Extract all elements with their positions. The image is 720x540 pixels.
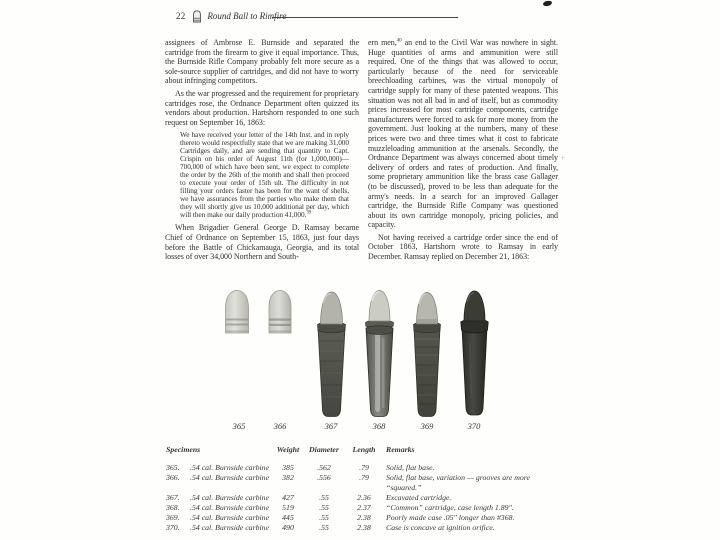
scan-smudge [543, 0, 553, 6]
paragraph: Not having received a cartridge order since the end of October 1863, Hartshorn wrote to Ramsay in early December. Ramsay replied on December 21, 1863: [368, 232, 558, 262]
column-header: Diameter [309, 445, 339, 454]
page-number: 22 [176, 11, 186, 21]
footnote-ref: 39 [306, 210, 312, 216]
table-header-row [166, 445, 562, 455]
paragraph: As the war progressed and the requirement for proprietary cartridges rose, the Ordnance Department often quizzed its vendors about production. Hartshorn responded to one such request on September 16, 1863: [165, 88, 359, 127]
column-header: Length [352, 445, 376, 454]
table-row: 370. .54 cal. Burnside carbine 490 .55 2.38 Case is concave at ignition orifice. [166, 523, 495, 532]
figure-label: 366 [273, 421, 287, 431]
cartridge-logo-icon [192, 10, 202, 23]
book-title: Round Ball to Rimfire [207, 11, 287, 21]
paragraph: When Brigadier General George D. Ramsay became Chief of Ordnance on September 15, 1863, just four days before the Battle of Chickamauga, Georgia, and its total losses of over 34,000 Northern and South- [165, 223, 359, 262]
figure-label: 370 [467, 421, 481, 431]
figure-label: 365 [232, 421, 246, 431]
letter-blockquote: We have received your letter of the 14th Inst. and in reply thereto would respectfully state that we are making 31,000 Cartridges daily, and are sending that quantity to Capt. Crispin on his order of August 11th (for 1,000,000)—700,000 of which have been sent, we expect to complete the order by the 26th of the month and shall then proceed to execute your order of 15th ult. The difficulty in not filling your orders faster has been for the want of shells, we have assurances from the parties who make them that they will shortly give us 10,000 additional per day, which will then make our daily production 41,000.39 [180, 130, 349, 220]
specimen-table [166, 445, 562, 533]
figure-label: 367 [324, 421, 338, 431]
figure-label: 369 [420, 421, 434, 431]
paragraph: ern men,$^{40}$ an end to the Civil War was nowhere in sight. Huge quantities of arms and ammunition were still required. One of the things that was allowed to occur, particularly because of the need for serviceable breechloading carbines, was the virtual monopoly of cartridge supply for many of these patented weapons. This situation was not all bad in and of itself, but as commodity prices increased for most cartridge components, cartridge manufacturers were forced to ask for more money from the government. Just looking at the numbers, many of these prices were two and three times what it cost to fabricate muzzleloading ammunition at the arsenals. Secondly, the Ordnance Department was always concerned about timely delivery of orders and rates of production. And finally, some proprietary ammunition like the brass case Gallager (to be discussed), proved to be less than adequate for the army's needs. In a search for an improved Gallager cartridge, the Burnside Rifle Company was questioned about its own cartridge monopoly, pricing policies, and capacity. [368, 38, 558, 230]
registration-mark: + [560, 153, 566, 163]
column-header: Remarks [386, 445, 415, 454]
cartridge-368-photo [362, 288, 397, 419]
bullet-365-photo [223, 289, 251, 335]
right-column [368, 38, 558, 265]
figure-label: 368 [372, 421, 386, 431]
table-row: 369. .54 cal. Burnside carbine 445 .55 2.38 Poorly made case .05" longer than #368. [166, 513, 515, 522]
paragraph: assignees of Ambrose E. Burnside and separated the cartridge from the firearm to give it equal importance. Thus, the Burnside Rifle Company probably felt more secure as a sole-source supplier of cartridges, and did not have to worry about infringing competitors. [165, 38, 359, 86]
footnote-ref: 40 [396, 38, 402, 44]
left-column [165, 38, 359, 265]
header-rule [272, 17, 458, 18]
table-row: 368. .54 cal. Burnside carbine 519 .55 2.37 “Common” cartridge, case length 1.89". [166, 503, 514, 512]
column-header: Specimens [166, 445, 201, 454]
bullet-366-photo [266, 289, 294, 335]
column-header: Weight [276, 445, 300, 454]
page-header [176, 9, 286, 23]
table-row: 365. .54 cal. Burnside carbine 385 .562 .79 Solid, flat base. [166, 463, 435, 472]
cartridge-367-photo [314, 289, 349, 419]
table-row: 367. .54 cal. Burnside carbine 427 .55 2.36 Excavated cartridge. [166, 493, 452, 502]
cartridge-370-photo [457, 288, 492, 418]
cartridge-369-photo [410, 289, 444, 419]
table-row: 366. .54 cal. Burnside carbine 382 .556 .79 Solid, flat base, variation — grooves are more “squared.” [166, 473, 531, 492]
